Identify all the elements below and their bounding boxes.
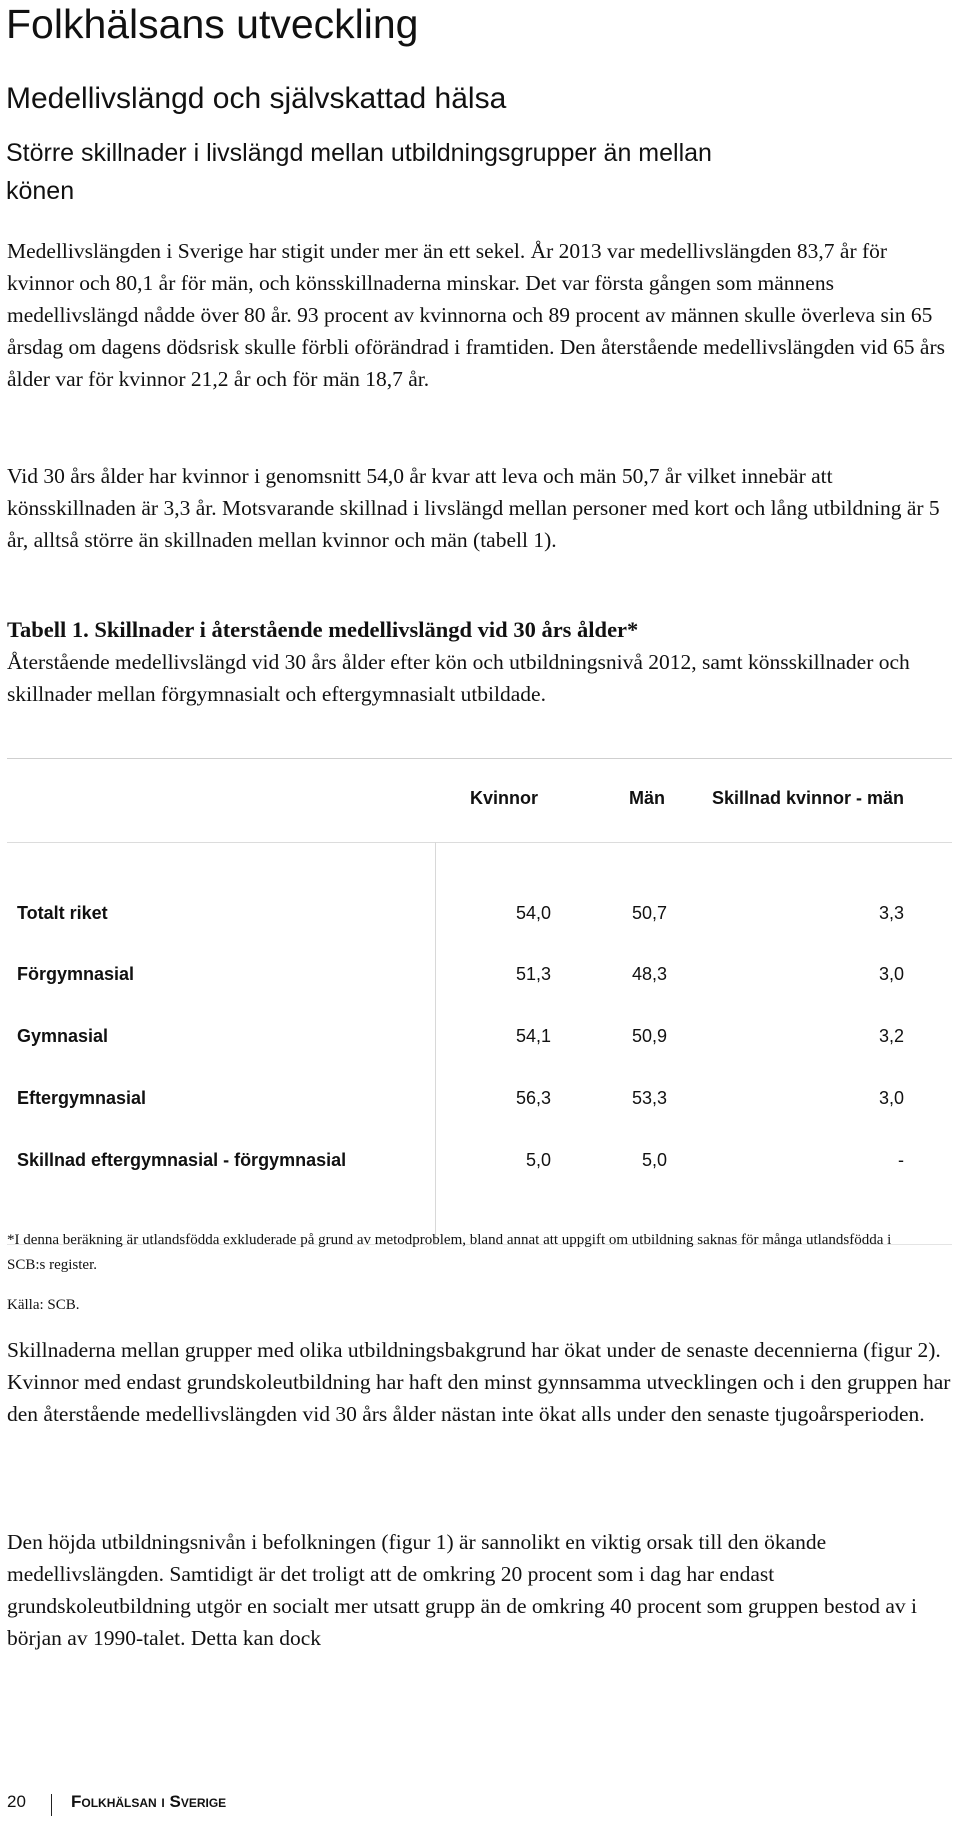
cell-skillnad: 3,0	[878, 1088, 904, 1108]
footer-separator	[51, 1794, 52, 1816]
page-number: 20	[7, 1792, 26, 1811]
row-label: Förgymnasial	[17, 964, 135, 984]
header-rule	[7, 842, 952, 843]
body-paragraph: Vid 30 års ålder har kvinnor i genomsnitt 54,0 år kvar att leva och män 50,7 år vilket innebär att könsskillnaden är 3,3 år. Motsvarande skillnad i livslängd mellan personer med kort och lång utbildning är 5 år, alltså större än skillnaden mellan kvinnor och män (tabell 1).	[7, 464, 940, 552]
row-label: Eftergymnasial	[17, 1088, 147, 1108]
table-title: Tabell 1. Skillnader i återstående medellivslängd vid 30 års ålder*	[7, 617, 639, 642]
cell-skillnad: 3,3	[878, 903, 904, 923]
cell-man: 50,9	[631, 1026, 667, 1046]
cell-man: 5,0	[641, 1150, 667, 1170]
row-label: Totalt riket	[17, 903, 108, 923]
column-header-skillnad: Skillnad kvinnor - män	[712, 788, 905, 808]
subheading: Större skillnader i livslängd mellan utbildningsgrupper än mellan könen	[6, 139, 712, 205]
cell-kvinnor: 54,0	[515, 903, 551, 923]
cell-skillnad: -	[898, 1150, 904, 1170]
publication-title: Folkhälsan i Sverige	[71, 1792, 227, 1811]
column-header-man: Män	[629, 788, 665, 808]
table-row	[7, 964, 952, 988]
cell-man: 48,3	[631, 964, 667, 984]
cell-man: 50,7	[631, 903, 667, 923]
cell-skillnad: 3,0	[878, 964, 904, 984]
row-label: Gymnasial	[17, 1026, 109, 1046]
table-source: Källa: SCB.	[7, 1297, 80, 1313]
section-title: Medellivslängd och självskattad hälsa	[6, 82, 507, 115]
table-top-rule	[7, 758, 952, 759]
body-paragraph: Medellivslängden i Sverige har stigit under mer än ett sekel. År 2013 var medellivslängden 83,7 år för kvinnor och 80,1 år för män, och könsskillnaderna minskar. Det var första gången som männens medellivslängd nådde över 80 år. 93 procent av kvinnorna och 89 procent av männen skulle överleva sin 65 årsdag om dagens dödsrisk skulle förbli oförändrad i framtiden. Den återstående medellivslängden vid 65 års ålder var för kvinnor 21,2 år och för män 18,7 år.	[7, 239, 945, 391]
cell-skillnad: 3,2	[878, 1026, 904, 1046]
table-row	[7, 1026, 952, 1050]
table-description: Återstående medellivslängd vid 30 års ålder efter kön och utbildningsnivå 2012, samt könsskillnader och skillnader mellan förgymnasialt och eftergymnasialt utbildade.	[7, 650, 910, 706]
table-row	[7, 1150, 952, 1174]
cell-kvinnor: 5,0	[525, 1150, 551, 1170]
row-label: Skillnad eftergymnasial - förgymnasial	[17, 1150, 347, 1170]
table-row	[7, 903, 952, 927]
page-title: Folkhälsans utveckling	[6, 1, 419, 47]
cell-kvinnor: 54,1	[515, 1026, 551, 1046]
cell-kvinnor: 51,3	[515, 964, 551, 984]
table-row	[7, 1088, 952, 1112]
body-paragraph: Skillnaderna mellan grupper med olika utbildningsbakgrund har ökat under de senaste decennierna (figur 2). Kvinnor med endast grundskoleutbildning har haft den minst gynnsamma utvecklingen och i den gruppen har den återstående medellivslängden vid 30 års ålder nästan inte ökat alls under den senaste tjugoårsperioden.	[7, 1338, 951, 1426]
column-header-kvinnor: Kvinnor	[470, 788, 539, 808]
cell-kvinnor: 56,3	[515, 1088, 551, 1108]
table-footnote: *I denna beräkning är utlandsfödda exkluderade på grund av metodproblem, bland annat att uppgift om utbildning saknas för många utlandsfödda i SCB:s register.	[7, 1232, 892, 1273]
body-paragraph: Den höjda utbildningsnivån i befolkningen (figur 1) är sannolikt en viktig orsak till den ökande medellivslängden. Samtidigt är det troligt att de omkring 20 procent som i dag har endast grundskoleutbildning utgör en socialt mer utsatt grupp än de omkring 40 procent som gruppen bestod av i början av 1990-talet. Detta kan dock	[7, 1530, 918, 1650]
cell-man: 53,3	[631, 1088, 667, 1108]
